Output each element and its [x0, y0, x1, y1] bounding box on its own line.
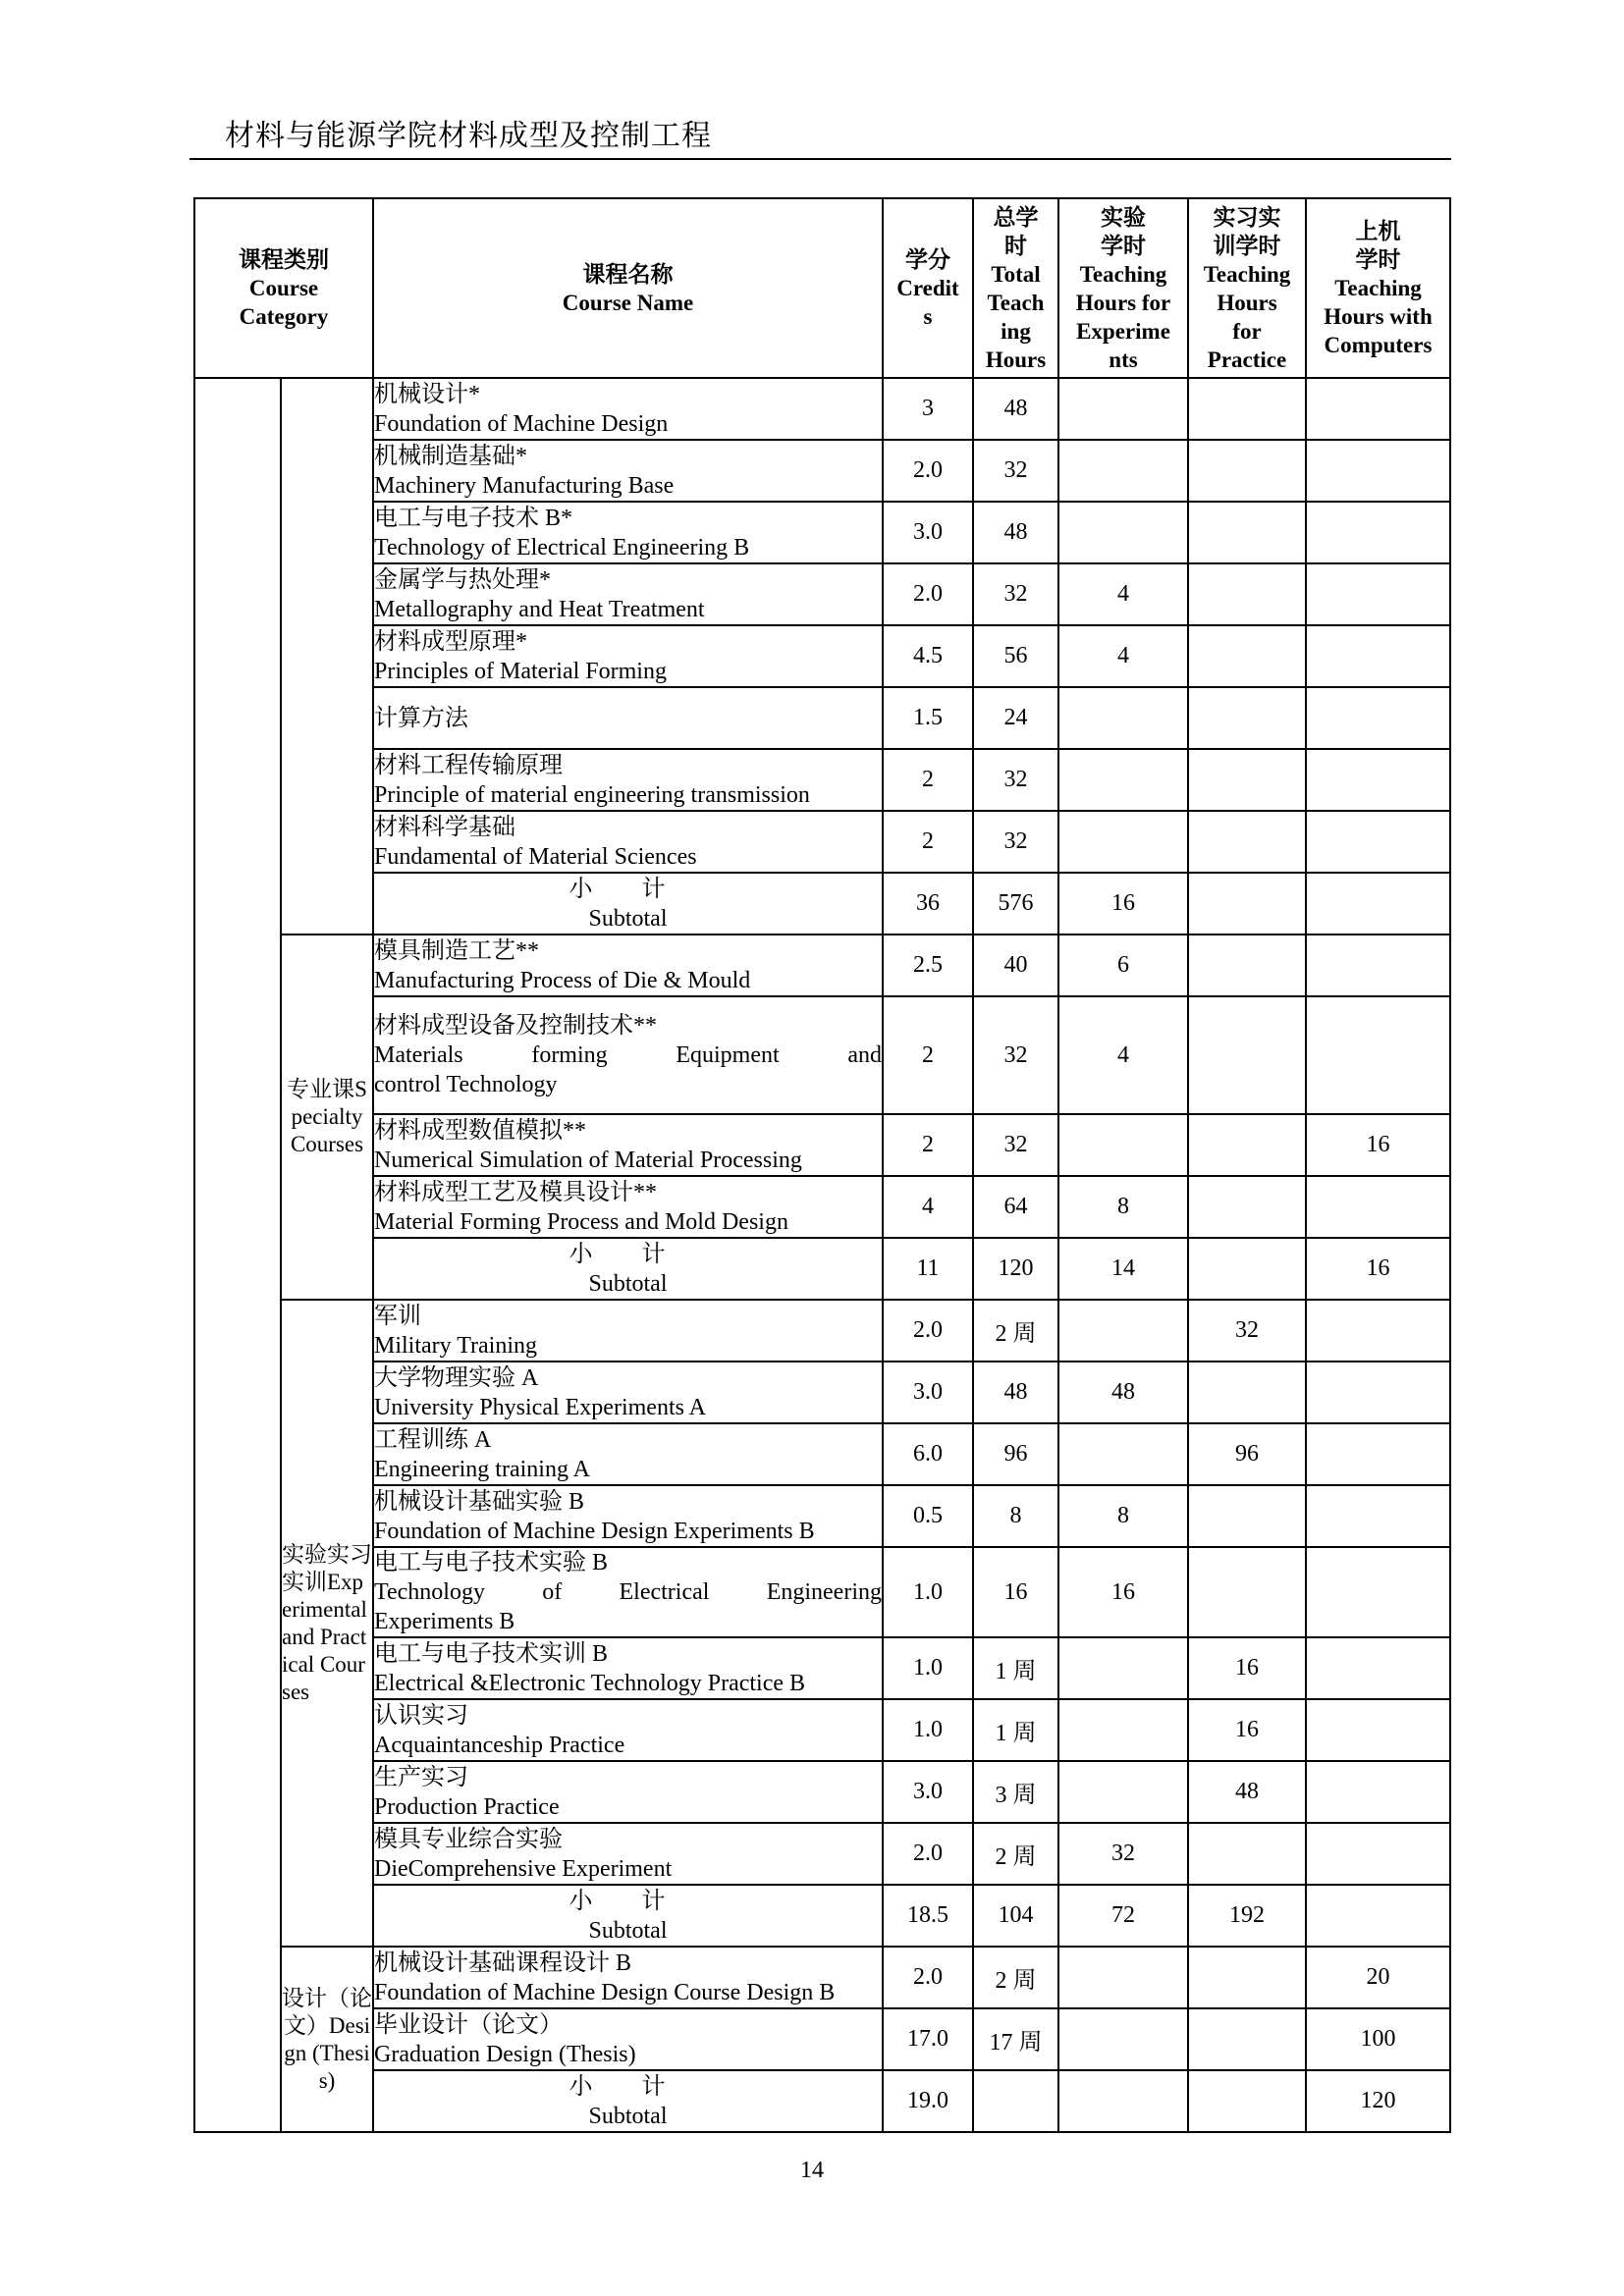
cell-exp: 48 — [1058, 1362, 1188, 1423]
course-name-en-cont: control Technology — [374, 1072, 558, 1097]
page-number: 14 — [800, 2158, 824, 2183]
category-cell — [281, 1947, 373, 2132]
course-name-cn: 材料成型原理* — [374, 628, 527, 655]
course-name-en: Numerical Simulation of Material Processing — [374, 1147, 802, 1173]
table-row — [194, 1176, 1450, 1238]
cell-total — [973, 2070, 1058, 2132]
course-table — [193, 197, 1451, 2133]
table-row — [194, 502, 1450, 563]
course-name-cell — [373, 625, 883, 687]
cell-total: 1 周 — [973, 1637, 1058, 1699]
cell-exp — [1058, 1637, 1188, 1699]
cell-total: 104 — [973, 1885, 1058, 1947]
subtotal-cn: 小 计 — [568, 876, 687, 902]
cell-exp — [1058, 440, 1188, 502]
cell-prac — [1188, 749, 1306, 811]
course-name-en: Fundamental of Material Sciences — [374, 843, 697, 870]
table-row — [194, 1300, 1450, 1362]
category-label: 实验实习实训Experimental and Practical Courses — [282, 1541, 372, 1704]
cell-comp — [1306, 811, 1450, 873]
cell-comp — [1306, 873, 1450, 934]
cell-total: 2 周 — [973, 1823, 1058, 1885]
header-practice-hours: 实习实 训学时 Teaching Hours for Practice — [1188, 198, 1306, 378]
course-name-en: Metallography and Heat Treatment — [374, 596, 705, 622]
outer-category-cell — [194, 378, 281, 2132]
cell-prac — [1188, 1238, 1306, 1300]
header-experiment-hours: 实验 学时 Teaching Hours for Experime nts — [1058, 198, 1188, 378]
course-name-cell — [373, 1300, 883, 1362]
course-name-cell — [373, 1823, 883, 1885]
cell-total: 2 周 — [973, 1947, 1058, 2008]
cell-comp — [1306, 1699, 1450, 1761]
cell-comp — [1306, 1637, 1450, 1699]
cell-total: 576 — [973, 873, 1058, 934]
table-row — [194, 1362, 1450, 1423]
cell-credit: 2.5 — [883, 934, 973, 996]
course-name-cn: 电工与电子技术 B* — [374, 505, 573, 531]
subtotal-cn: 小 计 — [568, 1241, 687, 1267]
cell-prac — [1188, 2008, 1306, 2070]
cell-credit: 4 — [883, 1176, 973, 1238]
cell-comp — [1306, 1485, 1450, 1547]
cell-total: 8 — [973, 1485, 1058, 1547]
cell-prac — [1188, 502, 1306, 563]
cell-exp — [1058, 2008, 1188, 2070]
table-row — [194, 1823, 1450, 1885]
table-row — [194, 811, 1450, 873]
course-name-cn: 材料工程传输原理 — [374, 752, 563, 778]
header-computer-hours: 上机 学时 Teaching Hours with Computers — [1306, 198, 1450, 378]
cell-credit: 11 — [883, 1238, 973, 1300]
table-row — [194, 378, 1450, 440]
subtotal-label — [373, 2070, 883, 2132]
course-name-cn: 材料成型数值模拟** — [374, 1117, 586, 1144]
course-name-en: Acquaintanceship Practice — [374, 1732, 625, 1758]
cell-comp: 16 — [1306, 1238, 1450, 1300]
cell-credit: 2.0 — [883, 563, 973, 625]
cell-total: 17 周 — [973, 2008, 1058, 2070]
subtotal-en: Subtotal — [588, 1917, 668, 1944]
cell-total: 120 — [973, 1238, 1058, 1300]
cell-prac: 16 — [1188, 1637, 1306, 1699]
cell-total: 40 — [973, 934, 1058, 996]
course-name-cn: 电工与电子技术实训 B — [374, 1640, 609, 1667]
page-header — [189, 115, 1451, 160]
table-row — [194, 1637, 1450, 1699]
cell-comp — [1306, 502, 1450, 563]
cell-exp — [1058, 1423, 1188, 1485]
cell-total: 64 — [973, 1176, 1058, 1238]
cell-comp — [1306, 1823, 1450, 1885]
course-name-en: University Physical Experiments A — [374, 1394, 706, 1420]
subtotal-en: Subtotal — [588, 1270, 668, 1297]
course-name-en: Manufacturing Process of Die & Mould — [374, 967, 751, 993]
cell-total: 32 — [973, 440, 1058, 502]
table-row — [194, 1423, 1450, 1485]
subtotal-en: Subtotal — [588, 2103, 668, 2129]
course-name-cn: 材料科学基础 — [374, 814, 515, 840]
table-row — [194, 749, 1450, 811]
course-name-cell — [373, 1947, 883, 2008]
course-name-en: Principles of Material Forming — [374, 658, 667, 684]
cell-credit: 2 — [883, 1114, 973, 1176]
subtotal-row — [194, 1885, 1450, 1947]
cell-comp — [1306, 1300, 1450, 1362]
cell-total: 24 — [973, 687, 1058, 749]
cell-comp — [1306, 563, 1450, 625]
course-name-cell — [373, 1699, 883, 1761]
course-name-cn: 机械制造基础* — [374, 443, 527, 469]
cell-prac — [1188, 378, 1306, 440]
cell-prac — [1188, 1114, 1306, 1176]
header-course-name: 课程名称 Course Name — [373, 198, 883, 378]
cell-credit: 3.0 — [883, 502, 973, 563]
course-name-cn: 计算方法 — [374, 705, 468, 731]
course-name-cn: 生产实习 — [374, 1764, 468, 1790]
table-row — [194, 2008, 1450, 2070]
category-cell — [281, 934, 373, 1300]
table-row — [194, 1547, 1450, 1637]
course-name-cn: 机械设计基础实验 B — [374, 1488, 585, 1515]
table-row — [194, 440, 1450, 502]
course-name-en: Material Forming Process and Mold Design — [374, 1208, 788, 1235]
cell-credit: 17.0 — [883, 2008, 973, 2070]
course-name-cn: 模具专业综合实验 — [374, 1826, 563, 1852]
course-name-cell — [373, 1176, 883, 1238]
table-row — [194, 996, 1450, 1114]
cell-credit: 1.0 — [883, 1547, 973, 1637]
cell-prac: 96 — [1188, 1423, 1306, 1485]
course-name-en: Materials forming Equipment and — [374, 1042, 882, 1068]
cell-comp — [1306, 749, 1450, 811]
header-total-hours: 总学 时 Total Teach ing Hours — [973, 198, 1058, 378]
cell-exp: 4 — [1058, 625, 1188, 687]
course-name-en-cont: Experiments B — [374, 1609, 515, 1634]
cell-exp — [1058, 811, 1188, 873]
cell-credit: 18.5 — [883, 1885, 973, 1947]
cell-credit: 3.0 — [883, 1362, 973, 1423]
cell-comp: 120 — [1306, 2070, 1450, 2132]
header-title: 材料与能源学院材料成型及控制工程 — [225, 120, 712, 152]
course-name-cell — [373, 440, 883, 502]
course-name-cell — [373, 2008, 883, 2070]
cell-exp — [1058, 502, 1188, 563]
course-name-en: Electrical &Electronic Technology Practice B — [374, 1670, 806, 1696]
cell-comp — [1306, 1547, 1450, 1637]
cell-total: 1 周 — [973, 1699, 1058, 1761]
cell-exp: 4 — [1058, 996, 1188, 1114]
cell-exp — [1058, 749, 1188, 811]
cell-total: 2 周 — [973, 1300, 1058, 1362]
table-row — [194, 1114, 1450, 1176]
course-name-cell — [373, 934, 883, 996]
cell-credit: 1.0 — [883, 1637, 973, 1699]
cell-prac — [1188, 625, 1306, 687]
cell-exp — [1058, 687, 1188, 749]
table-row — [194, 1761, 1450, 1823]
category-cell — [281, 1300, 373, 1947]
course-name-cn: 材料成型工艺及模具设计** — [374, 1179, 657, 1205]
table-row — [194, 687, 1450, 749]
cell-exp — [1058, 1761, 1188, 1823]
cell-exp: 72 — [1058, 1885, 1188, 1947]
course-name-cn: 认识实习 — [374, 1702, 468, 1729]
course-name-en: Graduation Design (Thesis) — [374, 2041, 636, 2067]
cell-exp: 8 — [1058, 1176, 1188, 1238]
header-category: 课程类别 Course Category — [194, 198, 373, 378]
category-label: 设计（论文）Design (Thesis) — [282, 1985, 372, 2093]
cell-prac — [1188, 1485, 1306, 1547]
cell-exp: 8 — [1058, 1485, 1188, 1547]
cell-credit: 36 — [883, 873, 973, 934]
course-name-cn: 电工与电子技术实验 B — [374, 1550, 609, 1575]
table-row — [194, 625, 1450, 687]
course-name-cell — [373, 996, 883, 1114]
cell-total: 48 — [973, 502, 1058, 563]
cell-credit: 2.0 — [883, 1823, 973, 1885]
cell-comp — [1306, 1176, 1450, 1238]
cell-total: 32 — [973, 749, 1058, 811]
cell-prac — [1188, 687, 1306, 749]
cell-comp — [1306, 1761, 1450, 1823]
cell-credit: 3.0 — [883, 1761, 973, 1823]
cell-total: 96 — [973, 1423, 1058, 1485]
cell-exp: 32 — [1058, 1823, 1188, 1885]
cell-total: 32 — [973, 996, 1058, 1114]
cell-prac: 192 — [1188, 1885, 1306, 1947]
course-name-cn: 材料成型设备及控制技术** — [374, 1013, 657, 1039]
cell-prac — [1188, 1947, 1306, 2008]
course-name-en: Military Training — [374, 1332, 538, 1359]
cell-comp — [1306, 1362, 1450, 1423]
cell-exp — [1058, 1699, 1188, 1761]
course-name-en: Foundation of Machine Design Experiments B — [374, 1518, 815, 1544]
table-row — [194, 934, 1450, 996]
cell-credit: 19.0 — [883, 2070, 973, 2132]
course-name-cn: 金属学与热处理* — [374, 566, 551, 593]
course-name-cell — [373, 687, 883, 749]
subtotal-row — [194, 1238, 1450, 1300]
cell-comp — [1306, 440, 1450, 502]
subtotal-row — [194, 873, 1450, 934]
cell-total: 16 — [973, 1547, 1058, 1637]
table-row — [194, 1947, 1450, 2008]
course-name-cn: 军训 — [374, 1303, 421, 1329]
cell-prac — [1188, 563, 1306, 625]
cell-credit: 2.0 — [883, 1300, 973, 1362]
subtotal-cn: 小 计 — [568, 2073, 687, 2100]
cell-comp — [1306, 625, 1450, 687]
subtotal-en: Subtotal — [588, 905, 668, 932]
cell-credit: 2 — [883, 749, 973, 811]
course-name-en: Engineering training A — [374, 1456, 590, 1482]
cell-exp: 14 — [1058, 1238, 1188, 1300]
cell-exp: 6 — [1058, 934, 1188, 996]
course-name-en: Technology of Electrical Engineering B — [374, 534, 750, 561]
cell-credit: 0.5 — [883, 1485, 973, 1547]
cell-comp — [1306, 934, 1450, 996]
table-row — [194, 1699, 1450, 1761]
cell-prac — [1188, 811, 1306, 873]
table-row — [194, 563, 1450, 625]
cell-prac — [1188, 1176, 1306, 1238]
subtotal-label — [373, 1885, 883, 1947]
cell-credit: 2.0 — [883, 1947, 973, 2008]
course-name-en: Foundation of Machine Design Course Design B — [374, 1979, 836, 2005]
cell-total: 56 — [973, 625, 1058, 687]
course-name-cell — [373, 563, 883, 625]
course-name-cell — [373, 1114, 883, 1176]
course-name-cell — [373, 1485, 883, 1547]
course-name-cn: 机械设计基础课程设计 B — [374, 1949, 632, 1976]
cell-comp — [1306, 378, 1450, 440]
course-name-cn: 机械设计* — [374, 381, 480, 407]
cell-exp — [1058, 2070, 1188, 2132]
category-cell — [281, 378, 373, 934]
cell-prac: 48 — [1188, 1761, 1306, 1823]
cell-comp: 20 — [1306, 1947, 1450, 2008]
cell-prac — [1188, 1547, 1306, 1637]
cell-exp: 4 — [1058, 563, 1188, 625]
course-name-cn: 模具制造工艺** — [374, 937, 539, 964]
course-name-cn: 大学物理实验 A — [374, 1364, 539, 1391]
header-row — [194, 198, 1450, 378]
course-name-cell — [373, 811, 883, 873]
course-name-cell — [373, 502, 883, 563]
course-name-en: DieComprehensive Experiment — [374, 1855, 673, 1882]
cell-total: 48 — [973, 378, 1058, 440]
course-name-en: Principle of material engineering transmission — [374, 781, 810, 808]
cell-exp — [1058, 378, 1188, 440]
course-name-cn: 工程训练 A — [374, 1426, 492, 1453]
course-name-en: Machinery Manufacturing Base — [374, 472, 675, 499]
cell-prac — [1188, 440, 1306, 502]
cell-credit: 3 — [883, 378, 973, 440]
course-name-en: Foundation of Machine Design — [374, 410, 669, 437]
cell-prac — [1188, 934, 1306, 996]
subtotal-label — [373, 873, 883, 934]
subtotal-row — [194, 2070, 1450, 2132]
cell-comp — [1306, 996, 1450, 1114]
cell-credit: 2.0 — [883, 440, 973, 502]
course-name-cell — [373, 1362, 883, 1423]
cell-prac — [1188, 996, 1306, 1114]
cell-credit: 1.0 — [883, 1699, 973, 1761]
cell-prac: 16 — [1188, 1699, 1306, 1761]
table-row — [194, 1485, 1450, 1547]
cell-total: 32 — [973, 563, 1058, 625]
course-name-cell — [373, 1761, 883, 1823]
cell-credit: 2 — [883, 996, 973, 1114]
course-name-cell — [373, 378, 883, 440]
cell-total: 32 — [973, 1114, 1058, 1176]
cell-total: 32 — [973, 811, 1058, 873]
cell-total: 48 — [973, 1362, 1058, 1423]
category-label: 专业课Specialty Courses — [287, 1077, 367, 1156]
cell-exp — [1058, 1114, 1188, 1176]
course-name-cell — [373, 1547, 883, 1637]
course-name-en: Production Practice — [374, 1793, 560, 1820]
cell-credit: 6.0 — [883, 1423, 973, 1485]
cell-total: 3 周 — [973, 1761, 1058, 1823]
cell-exp: 16 — [1058, 1547, 1188, 1637]
cell-comp: 16 — [1306, 1114, 1450, 1176]
cell-credit: 1.5 — [883, 687, 973, 749]
cell-comp — [1306, 687, 1450, 749]
cell-comp — [1306, 1885, 1450, 1947]
course-name-cell — [373, 1423, 883, 1485]
cell-exp — [1058, 1300, 1188, 1362]
subtotal-cn: 小 计 — [568, 1888, 687, 1914]
cell-prac: 32 — [1188, 1300, 1306, 1362]
cell-exp: 16 — [1058, 873, 1188, 934]
cell-comp: 100 — [1306, 2008, 1450, 2070]
cell-prac — [1188, 2070, 1306, 2132]
course-name-en: Technology of Electrical Engineering — [374, 1579, 882, 1605]
cell-exp — [1058, 1947, 1188, 2008]
subtotal-label — [373, 1238, 883, 1300]
cell-prac — [1188, 1823, 1306, 1885]
course-name-cn: 毕业设计（论文） — [374, 2011, 563, 2038]
cell-credit: 2 — [883, 811, 973, 873]
cell-prac — [1188, 1362, 1306, 1423]
course-name-cell — [373, 1637, 883, 1699]
course-name-cell — [373, 749, 883, 811]
cell-prac — [1188, 873, 1306, 934]
cell-comp — [1306, 1423, 1450, 1485]
header-credits: 学分 Credit s — [883, 198, 973, 378]
cell-credit: 4.5 — [883, 625, 973, 687]
